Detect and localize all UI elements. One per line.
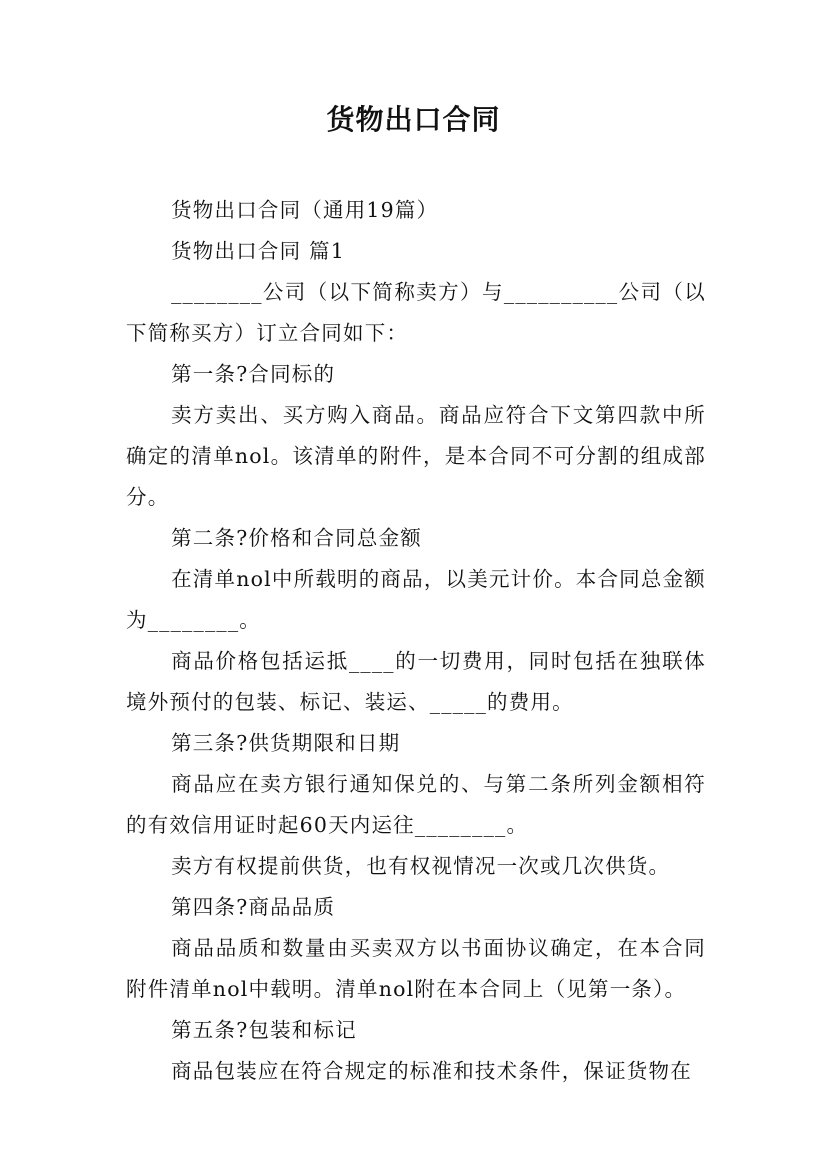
paragraph-section-heading: 货物出口合同 篇1 bbox=[171, 239, 345, 263]
paragraph: 在清单nol中所载明的商品，以美元计价。本合同总金额为________。 bbox=[126, 567, 706, 632]
paragraph: 卖方卖出、买方购入商品。商品应符合下文第四款中所确定的清单nol。该清单的附件，是本合同不可分割的组成部分。 bbox=[126, 403, 706, 509]
paragraph: 商品价格包括运抵____的一切费用，同时包括在独联体境外预付的包装、标记、装运、_____的费用。 bbox=[126, 649, 706, 714]
article-heading-5: 第五条?包装和标记 bbox=[171, 1018, 357, 1042]
article-heading-4: 第四条?商品品质 bbox=[171, 895, 336, 919]
article-heading-3: 第三条?供货期限和日期 bbox=[171, 731, 401, 755]
paragraph: 商品包装应在符合规定的标准和技术条件，保证货物在 bbox=[171, 1059, 692, 1083]
article-heading-1: 第一条?合同标的 bbox=[171, 362, 336, 386]
document-title: 货物出口合同 bbox=[326, 103, 501, 136]
paragraph: 商品应在卖方银行通知保兑的、与第二条所列金额相符的有效信用证时起60天内运往________。 bbox=[126, 772, 706, 837]
article-heading-2: 第二条?价格和合同总金额 bbox=[171, 526, 422, 550]
paragraph-parties: ________公司（以下简称卖方）与__________公司（以下简称买方）订立合同如下： bbox=[126, 280, 706, 345]
paragraph-subtitle: 货物出口合同（通用19篇） bbox=[171, 198, 439, 222]
document-body bbox=[126, 190, 706, 1092]
paragraph: 卖方有权提前供货，也有权视情况一次或几次供货。 bbox=[171, 854, 671, 878]
paragraph: 商品品质和数量由买卖双方以书面协议确定，在本合同附件清单nol中载明。清单nol附在本合同上（见第一条）。 bbox=[126, 936, 706, 1001]
